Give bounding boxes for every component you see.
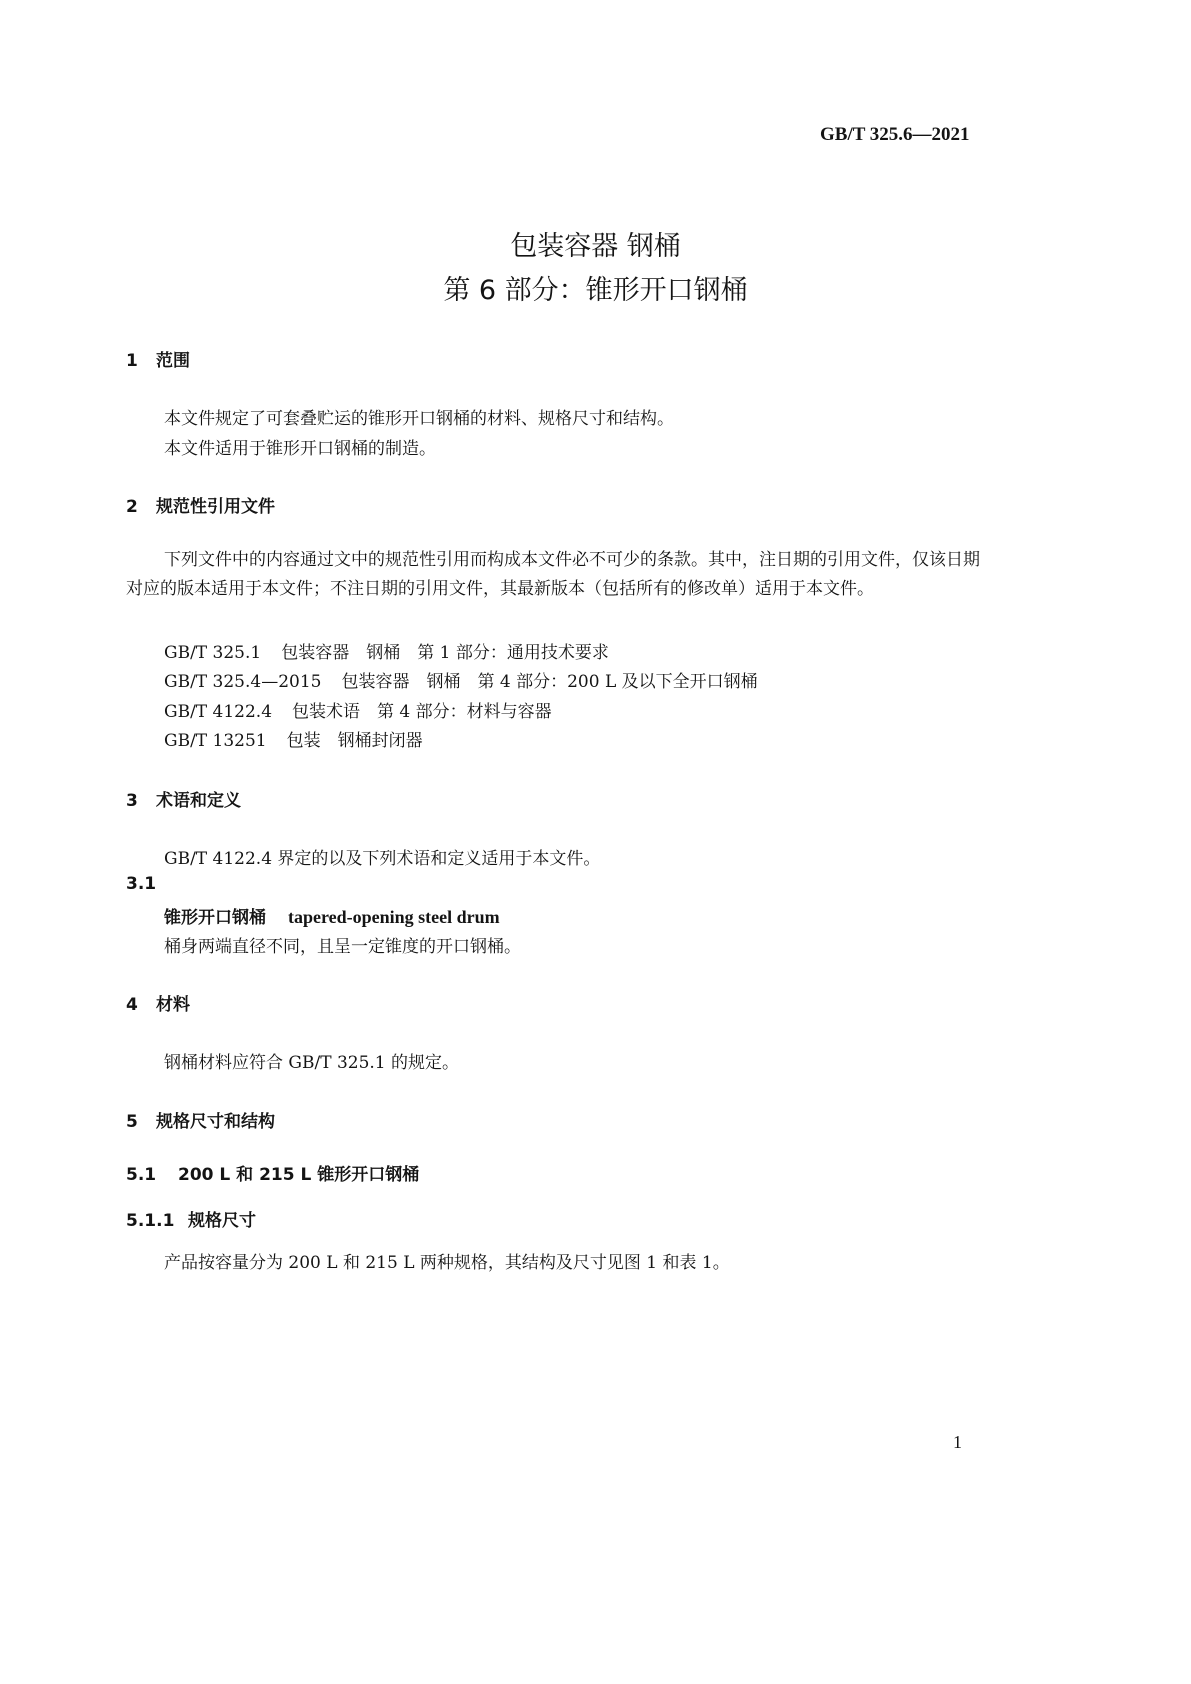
section-title: 材料 [156, 995, 190, 1015]
term-entry [164, 903, 500, 928]
reference-item [164, 697, 552, 722]
page-number: 1 [953, 1432, 962, 1452]
section-3-heading [126, 786, 241, 811]
section-4-heading [126, 990, 190, 1015]
subsection-5-1-heading [126, 1160, 419, 1185]
section-number: 2 [126, 497, 138, 517]
reference-title: 包装容器 钢桶 第 1 部分：通用技术要求 [281, 643, 609, 663]
reference-code: GB/T 4122.4 [164, 702, 273, 722]
section-number: 4 [126, 995, 138, 1015]
section-5-heading [126, 1107, 275, 1132]
materials-text: 钢桶材料应符合 GB/T 325.1 的规定。 [164, 1053, 460, 1073]
section-1-heading [126, 346, 190, 371]
document-title-line-2: 第 6 部分：锥形开口钢桶 [443, 275, 748, 306]
subsection-5-1-1-heading [126, 1206, 256, 1231]
subsection-title: 规格尺寸 [188, 1211, 256, 1231]
term-definition: 桶身两端直径不同，且呈一定锥度的开口钢桶。 [164, 937, 521, 957]
reference-code: GB/T 325.1 [164, 643, 262, 663]
subsection-number: 5.1.1 [126, 1211, 175, 1231]
term-chinese: 锥形开口钢桶 [164, 908, 266, 928]
reference-item [164, 726, 423, 751]
subsection-title: 200 L 和 215 L 锥形开口钢桶 [178, 1165, 420, 1185]
reference-item [164, 638, 609, 663]
subsection-number: 5.1 [126, 1165, 157, 1185]
reference-title: 包装 钢桶封闭器 [286, 731, 423, 751]
terms-intro: GB/T 4122.4 界定的以及下列术语和定义适用于本文件。 [164, 849, 601, 869]
document-title-line-1: 包装容器 钢桶 [510, 231, 681, 262]
section-title: 术语和定义 [156, 791, 241, 811]
scope-paragraph-2: 本文件适用于锥形开口钢桶的制造。 [164, 439, 436, 459]
reference-code: GB/T 325.4—2015 [164, 672, 322, 692]
reference-item [164, 667, 758, 692]
section-2-heading [126, 492, 275, 517]
term-english: tapered-opening steel drum [288, 907, 500, 927]
section-title: 规范性引用文件 [156, 497, 275, 517]
specification-text: 产品按容量分为 200 L 和 215 L 两种规格，其结构及尺寸见图 1 和表 1。 [164, 1253, 730, 1273]
standard-code: GB/T 325.6—2021 [820, 124, 970, 145]
reference-code: GB/T 13251 [164, 731, 267, 751]
section-title: 范围 [156, 351, 190, 371]
reference-title: 包装容器 钢桶 第 4 部分：200 L 及以下全开口钢桶 [341, 672, 758, 692]
reference-title: 包装术语 第 4 部分：材料与容器 [292, 702, 552, 722]
section-number: 1 [126, 351, 138, 371]
term-number: 3.1 [126, 874, 157, 894]
normative-references-intro: 下列文件中的内容通过文中的规范性引用而构成本文件必不可少的条款。其中，注日期的引用文件，仅该日期对应的版本适用于本文件；不注日期的引用文件，其最新版本（包括所有的修改单）适用于本文件。 [126, 550, 980, 599]
scope-paragraph-1: 本文件规定了可套叠贮运的锥形开口钢桶的材料、规格尺寸和结构。 [164, 409, 674, 429]
section-title: 规格尺寸和结构 [156, 1112, 275, 1132]
section-number: 3 [126, 791, 138, 811]
section-number: 5 [126, 1112, 138, 1132]
